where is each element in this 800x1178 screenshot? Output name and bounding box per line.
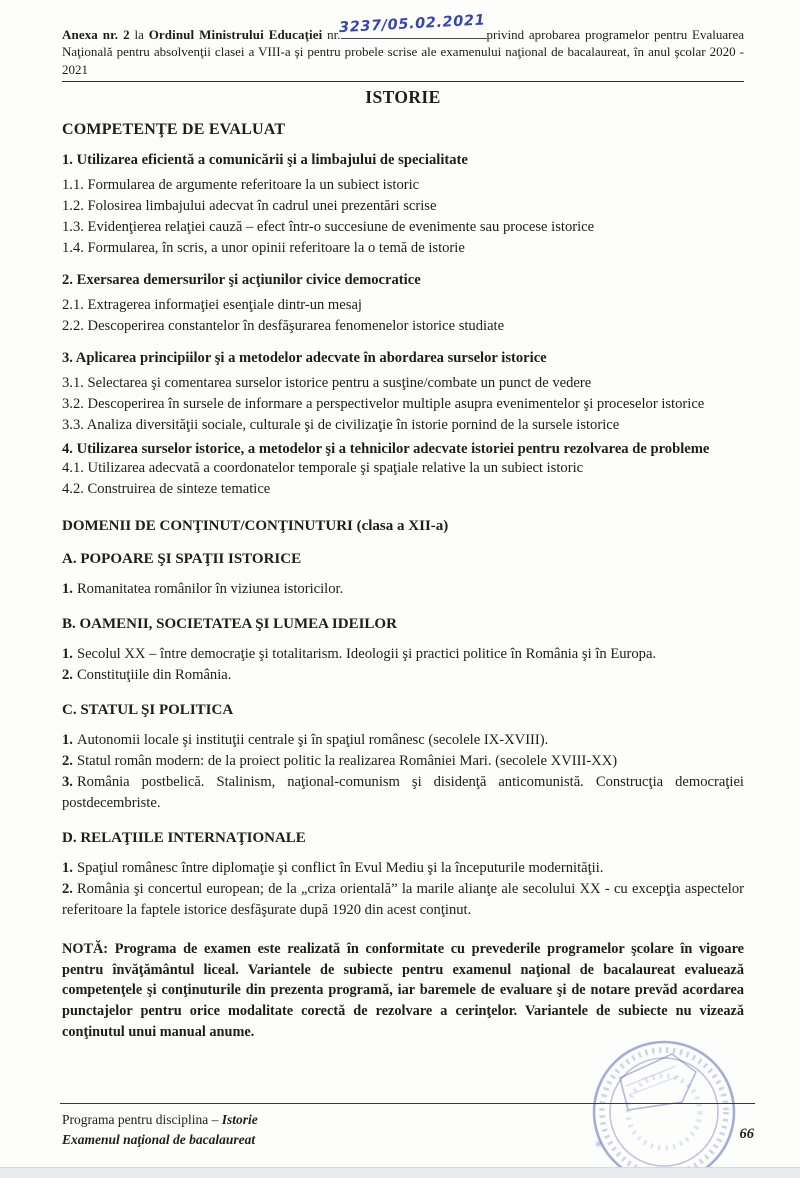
domenii-section (62, 518, 744, 921)
content-item: 1. Autonomii locale şi instituţii centrale şi în spaţiul românesc (secolele IX-XVIII). (62, 732, 549, 749)
stamp-ring-text (602, 1050, 726, 1174)
item-number: 2. (62, 881, 73, 898)
competence-item: 4.2. Construirea de sinteze tematice (62, 481, 271, 498)
item-number: 2. (62, 753, 73, 770)
competence-item: 1.2. Folosirea limbajului adecvat în cadrul unei prezentări scrise (62, 198, 437, 215)
nota-paragraph: NOTĂ: Programa de examen este realizată în conformitate cu prevederile programelor şcolare în vigoare pentru învăţământul liceal. Variantele de subiecte pentru examenul naţional de bacalaureat evaluează competenţele şi conţinuturile din prezenta programă, iar baremele de evaluare şi de notare prevăd acordarea punctajelor pentru orice modalitate corectă de rezolvare a cerinţelor. Variantele de subiecte nu vizează conţinutul unui manual anume. (62, 941, 744, 1040)
domain-heading: B. OAMENII, SOCIETATEA ŞI LUMEA IDEILOR (62, 616, 397, 633)
order-reference: Ordinul Ministrului Educaţiei (148, 27, 323, 42)
scan-page-edge (0, 1167, 800, 1178)
handwritten-order-number: 3237/05.02.2021 (338, 12, 486, 37)
content-item: 2. Statul român modern: de la proiect politic la realizarea României Mari. (secolele XVIII-XX) (62, 753, 618, 770)
item-number: 1. (62, 646, 73, 663)
domain-heading: D. RELAŢIILE INTERNAŢIONALE (62, 830, 306, 847)
stamp-outer-ring (594, 1042, 734, 1178)
group-heading: 4. Utilizarea surselor istorice, a metodelor şi a tehnicilor adecvate istoriei pentru rezolvarea de probleme (62, 441, 710, 458)
competente-section (62, 121, 744, 500)
group-heading: 1. Utilizarea eficientă a comunicării şi a limbajului de specialitate (62, 152, 468, 169)
item-number: 1. (62, 732, 73, 749)
content-item: 2. România şi concertul european; de la „criza orientală” la marile alianţe ale secolului XX - cu excepţia aspectelor referitoare la faptele istorice desfăşurate după 1920 din acest conţinut. (62, 881, 744, 919)
item-number: 3. (62, 774, 73, 791)
annex-header: Anexa nr. 2 la Ordinul Ministrului Educaţiei nr. 3237/05.02.2021 privind aprobarea programelor pentru Evaluarea Naţională pentru absolvenţii clasei a VIII-a şi pentru probele scrise ale examenului naţional de bacalaureat, în anul şcolar 2020 - 2021 (62, 26, 744, 78)
domain-heading: A. POPOARE ŞI SPAŢII ISTORICE (62, 551, 302, 568)
item-number: 1. (62, 860, 73, 877)
domenii-heading: DOMENII DE CONŢINUT/CONŢINUTURI (clasa a XII-a) (62, 518, 449, 535)
competence-item: 4.1. Utilizarea adecvată a coordonatelor temporale şi spaţiale relative la un subiect istoric (62, 460, 584, 477)
competence-group-1 (62, 152, 744, 259)
document-content (62, 12, 744, 1042)
competence-item: 3.1. Selectarea şi comentarea surselor istorice pentru a susţine/combate un punct de vedere (62, 375, 592, 392)
stamp-star: ✳ (594, 1139, 604, 1151)
group-heading: 3. Aplicarea principiilor şi a metodelor adecvate în abordarea surselor istorice (62, 350, 547, 367)
round-ink-stamp-icon (576, 1014, 762, 1178)
competence-group-2 (62, 272, 744, 337)
competence-item: 3.2. Descoperirea în sursele de informare a perspectivelor multiple asupra evenimentelor şi proceselor istorice (62, 396, 705, 413)
order-number-blank (338, 12, 487, 39)
footer (62, 1110, 258, 1149)
page-title: ISTORIE (365, 87, 441, 108)
page-number: 66 (739, 1126, 754, 1142)
header-divider (62, 81, 744, 82)
domain-section-c (62, 702, 744, 814)
annex-number: Anexa nr. 2 (62, 27, 130, 42)
content-item: 3. România postbelică. Stalinism, naţional-comunism şi disidenţă anticomunistă. Construcţia democraţiei postdecembriste. (62, 774, 744, 812)
competence-group-4 (62, 441, 744, 500)
item-number: 2. (62, 667, 73, 684)
competence-item: 1.1. Formularea de argumente referitoare la un subiect istoric (62, 177, 420, 194)
competence-item: 3.3. Analiza diversităţii sociale, culturale şi de civilizaţie în istorie pornind de la sursele istorice (62, 417, 620, 434)
competente-heading: COMPETENŢE DE EVALUAT (62, 121, 286, 139)
footer-discipline-name: Istorie (221, 1112, 258, 1127)
item-number: 1. (62, 581, 73, 598)
content-item: 1. Spaţiul românesc între diplomaţie şi conflict în Evul Mediu şi la începuturile modernităţii. (62, 860, 604, 877)
content-item: 1. Secolul XX – între democraţie şi totalitarism. Ideologii şi practici politice în România şi în Europa. (62, 646, 657, 663)
domain-section-a (62, 551, 744, 600)
content-item: 1. Romanitatea românilor în viziunea istoricilor. (62, 581, 344, 598)
domain-section-b (62, 616, 744, 686)
competence-group-3 (62, 350, 744, 436)
domain-heading: C. STATUL ŞI POLITICA (62, 702, 234, 719)
competence-item: 1.3. Evidenţierea relaţiei cauză – efect într-o succesiune de evenimente sau procese istorice (62, 219, 595, 236)
content-item: 2. Constituţiile din România. (62, 667, 232, 684)
footer-program-line: Programa pentru disciplina – Istorie (62, 1112, 258, 1127)
competence-item: 2.1. Extragerea informaţiei esenţiale dintr-un mesaj (62, 297, 362, 314)
competence-item: 1.4. Formularea, în scris, a unor opinii referitoare la o temă de istorie (62, 240, 465, 257)
domain-section-d (62, 830, 744, 921)
footer-divider (60, 1103, 755, 1104)
footer-exam-line: Examenul naţional de bacalaureat (62, 1131, 256, 1147)
competence-item: 2.2. Descoperirea constantelor în desfăşurarea fenomenelor istorice studiate (62, 318, 505, 335)
group-heading: 2. Exersarea demersurilor şi acţiunilor civice democratice (62, 272, 421, 289)
